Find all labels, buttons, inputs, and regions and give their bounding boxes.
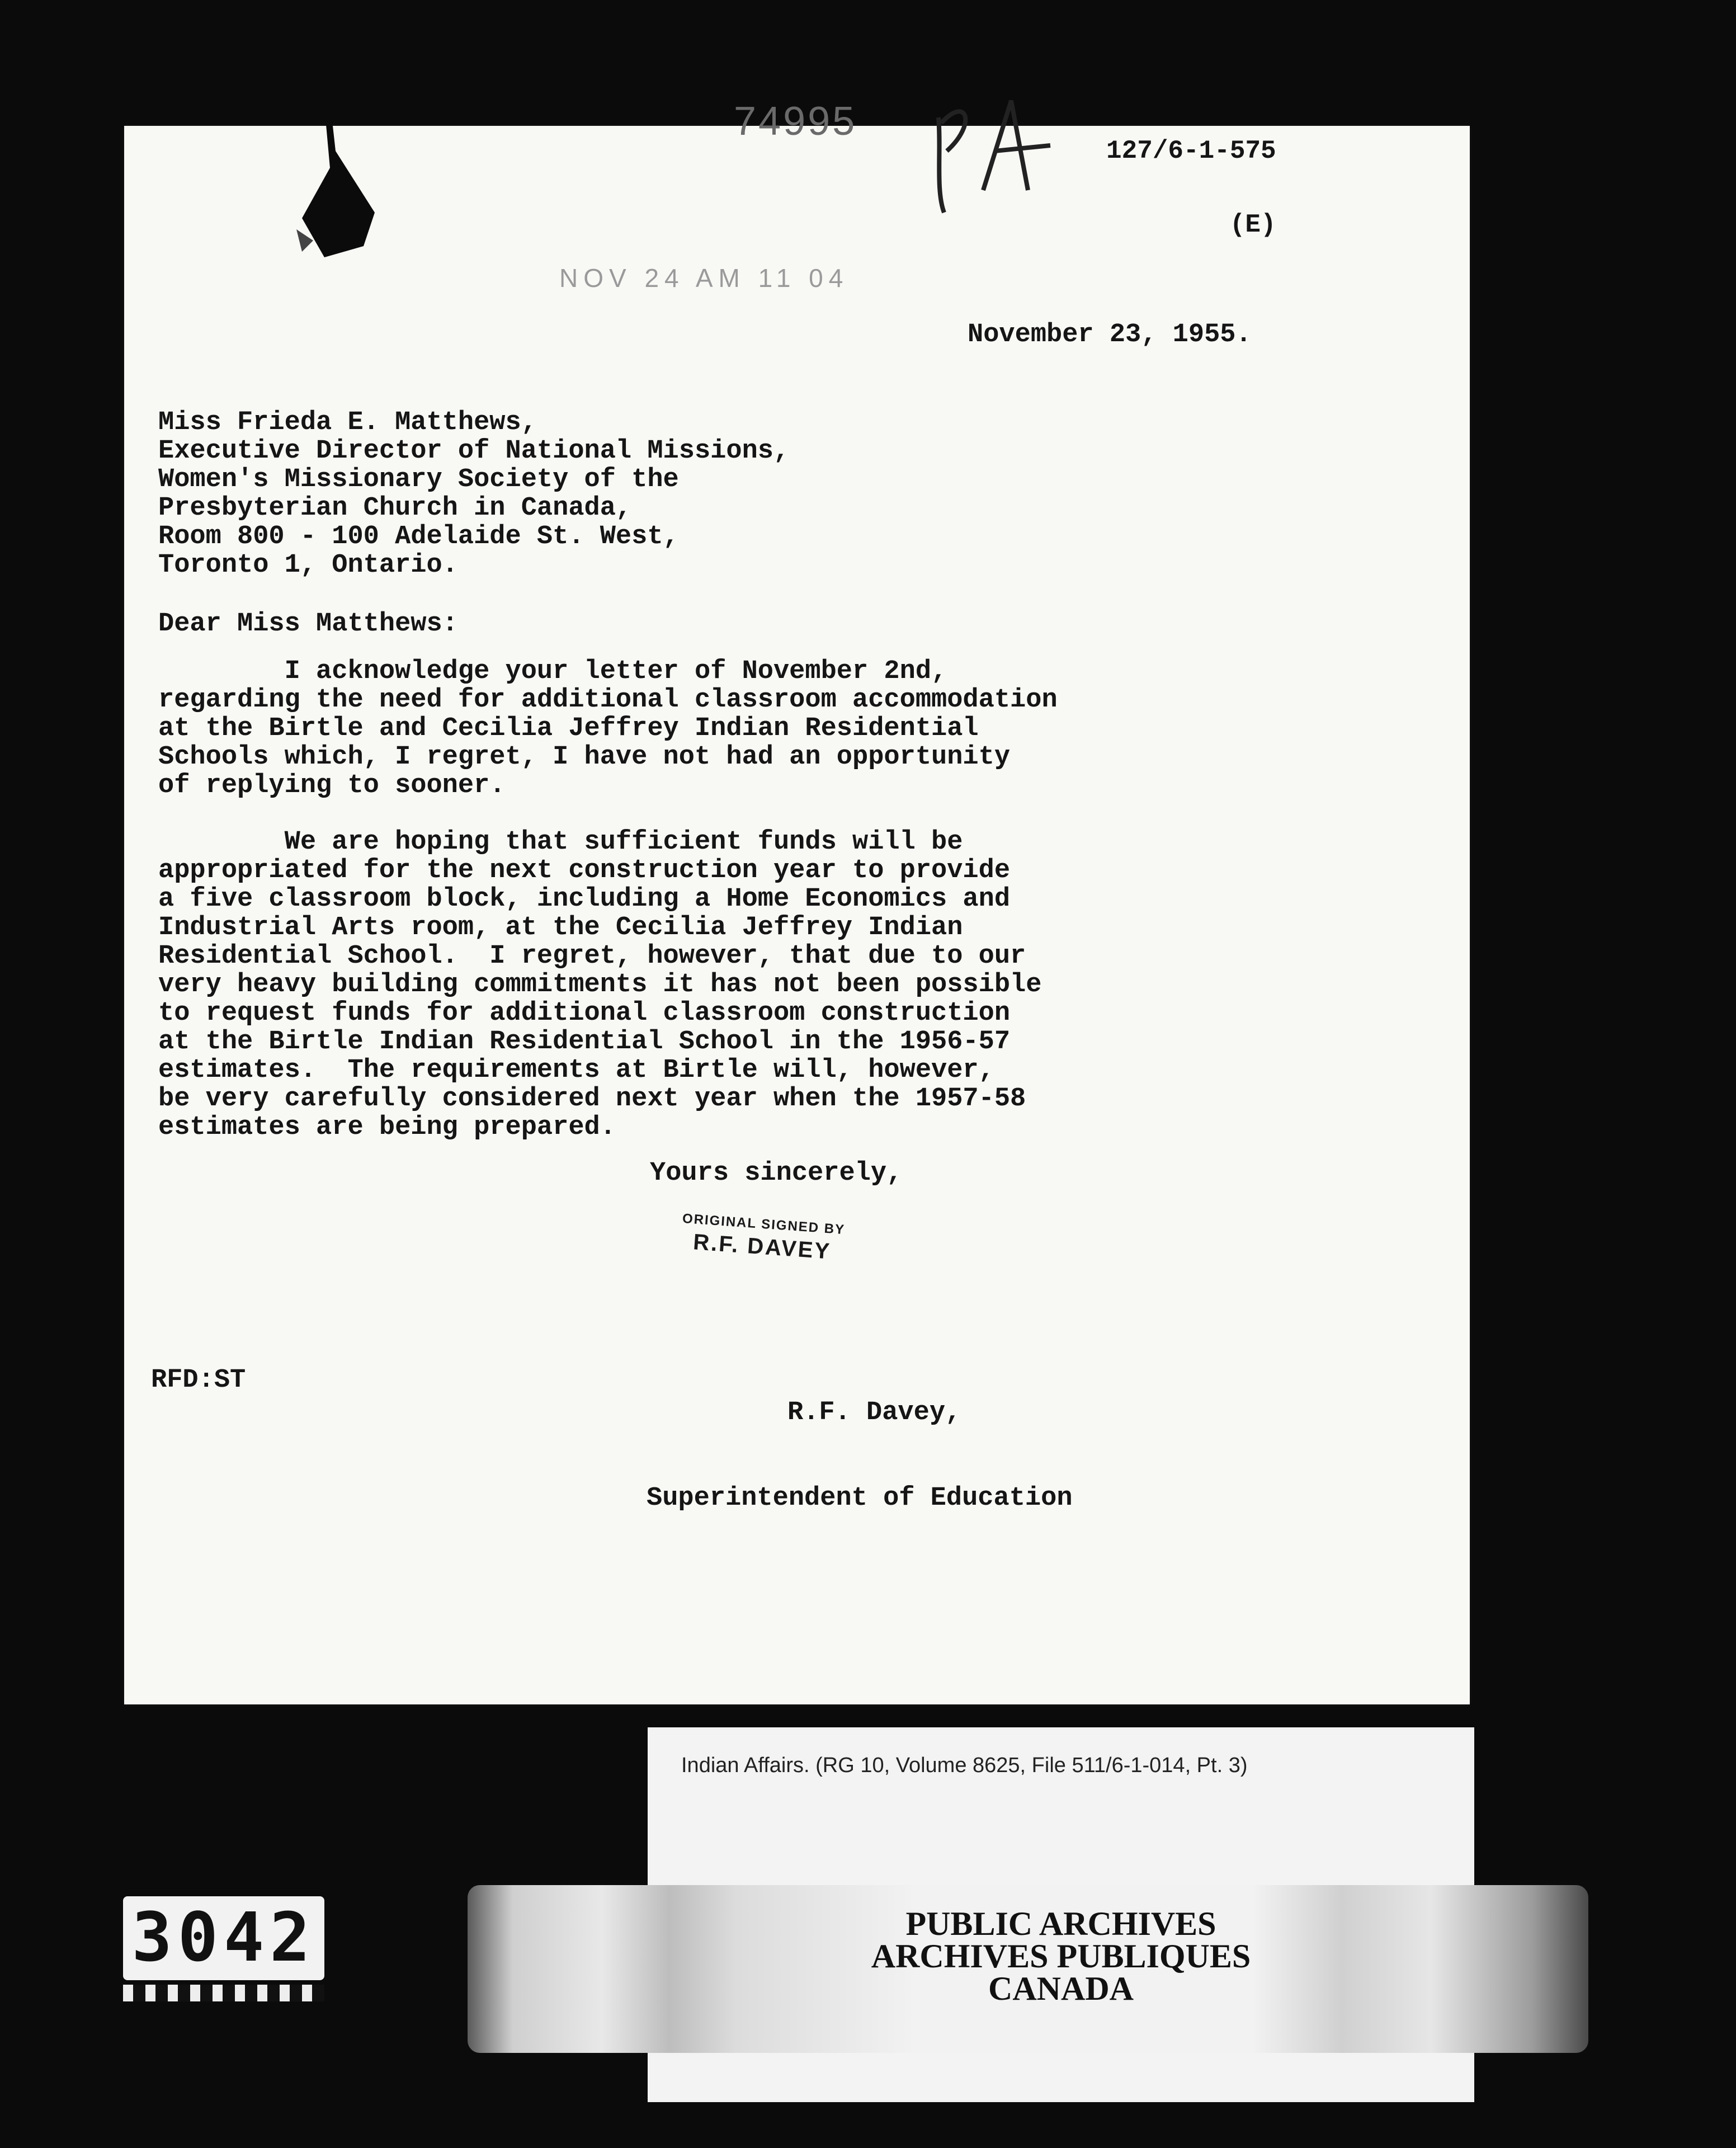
archive-label	[648, 1907, 1474, 2005]
closing: Yours sincerely,	[650, 1158, 903, 1188]
paragraph-line: be very carefully considered next year when the 1957-58	[158, 1084, 1026, 1114]
archive-label-line2: ARCHIVES PUBLIQUES	[871, 1938, 1251, 1975]
file-number-line2: (E)	[1229, 210, 1276, 239]
signer-name: R.F. Davey,	[787, 1398, 961, 1428]
paragraph-line: at the Birtle and Cecilia Jeffrey Indian Residential	[158, 714, 979, 743]
paragraph-2	[158, 828, 1041, 1142]
handwritten-initials	[916, 84, 1062, 218]
letter-date: November 23, 1955.	[968, 320, 1252, 350]
paragraph-line: regarding the need for additional classroom accommodation	[158, 685, 1058, 715]
address-line: Executive Director of National Missions,	[158, 436, 790, 466]
signature-block	[647, 1341, 1073, 1541]
paragraph-line: estimates are being prepared.	[158, 1113, 616, 1142]
film-sprockets	[123, 1985, 324, 2001]
frame-number: 3042	[123, 1896, 324, 1980]
file-number-line1: 127/6-1-575	[1106, 136, 1276, 166]
signed-stamp-line2: R.F. DAVEY	[692, 1230, 832, 1264]
archive-label-line1: PUBLIC ARCHIVES	[905, 1905, 1216, 1942]
address-line: Room 800 - 100 Adelaide St. West,	[158, 522, 679, 552]
address-line: Miss Frieda E. Matthews,	[158, 408, 537, 437]
recipient-address	[158, 408, 789, 580]
paragraph-line: I acknowledge your letter of November 2nd,	[158, 657, 947, 686]
paragraph-line: of replying to sooner.	[158, 771, 506, 800]
stamp-number: 74995	[734, 99, 857, 144]
archive-label-line3: CANADA	[988, 1970, 1134, 2007]
paragraph-line: a five classroom block, including a Home Economics and	[158, 884, 1011, 914]
torn-corner-mark	[291, 101, 403, 285]
salutation: Dear Miss Matthews:	[158, 609, 458, 639]
archive-caption: Indian Affairs. (RG 10, Volume 8625, File 511/6-1-014, Pt. 3)	[681, 1754, 1248, 1777]
paragraph-line: appropriated for the next construction year to provide	[158, 856, 1011, 885]
paragraph-line: at the Birtle Indian Residential School in the 1956-57	[158, 1027, 1011, 1057]
paragraph-1	[158, 657, 1058, 800]
paragraph-line: very heavy building commitments it has not been possible	[158, 970, 1042, 1000]
reference-initials: RFD:ST	[151, 1365, 246, 1395]
paragraph-line: Industrial Arts room, at the Cecilia Jeffrey Indian	[158, 913, 963, 943]
address-line: Women's Missionary Society of the	[158, 465, 679, 494]
paragraph-line: We are hoping that sufficient funds will be	[158, 827, 963, 857]
paragraph-line: Schools which, I regret, I have not had an opportunity	[158, 742, 1011, 772]
paragraph-line: estimates. The requirements at Birtle will, however,	[158, 1056, 994, 1085]
signer-title: Superintendent of Education	[647, 1483, 1073, 1513]
signed-stamp-line1: ORIGINAL SIGNED BY	[682, 1210, 846, 1238]
paragraph-line: Residential School. I regret, however, that due to our	[158, 941, 1026, 971]
address-line: Toronto 1, Ontario.	[158, 550, 458, 580]
received-date-stamp: NOV 24 AM 11 04	[559, 263, 849, 293]
address-line: Presbyterian Church in Canada,	[158, 493, 632, 523]
file-number	[1106, 90, 1276, 262]
paragraph-line: to request funds for additional classroom construction	[158, 998, 1011, 1028]
